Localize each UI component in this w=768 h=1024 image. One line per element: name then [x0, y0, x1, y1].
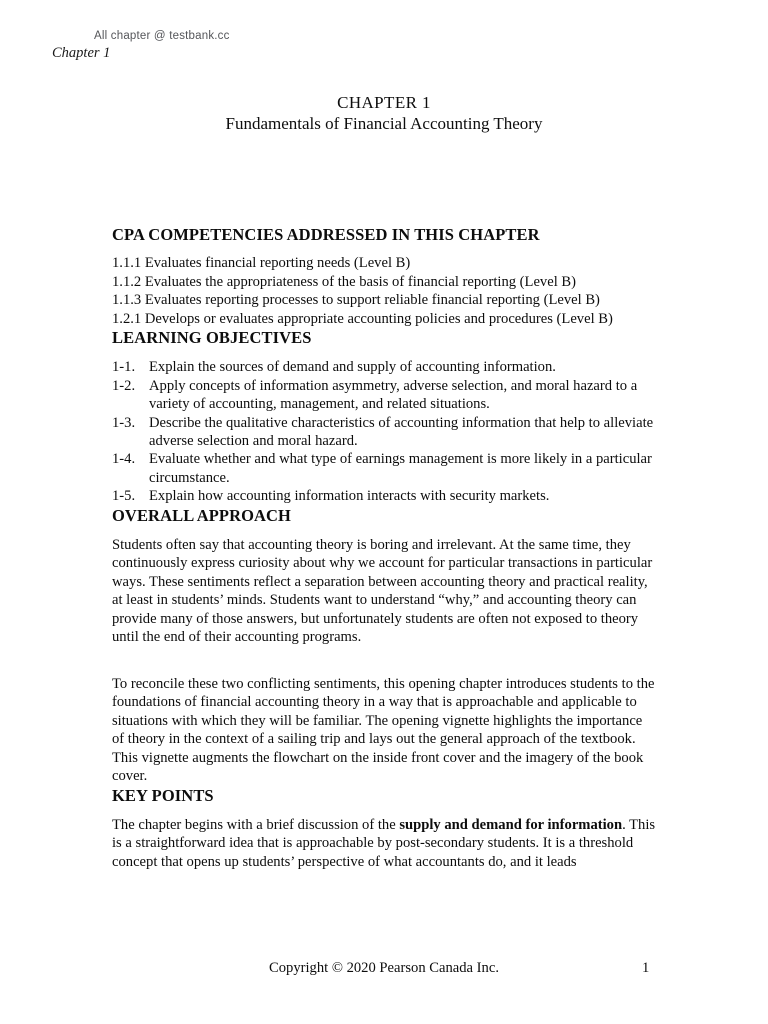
list-item: 1.1.1 Evaluates financial reporting needs (Level B): [112, 255, 411, 271]
list-item: [112, 358, 657, 376]
list-item: [112, 377, 657, 414]
overall-approach-paragraph-2: To reconcile these two conflicting sentiments, this opening chapter introduces students to the foundations of financial accounting theory in a way that is approachable and applicable to situations with which they will be familiar. The opening vignette highlights the importance of theory in the context of a sailing trip and lays out the general approach of the textbook. This vignette augments the flowchart on the inside front cover and the imagery of the book cover.: [112, 675, 655, 785]
key-points-text-tail: . This is a straightforward idea that is approachable by post-secondary students. It is a threshold concept that opens up students’ perspective of what accountants do, and it leads: [112, 816, 656, 870]
objective-text: Apply concepts of information asymmetry, adverse selection, and moral hazard to a variety of accounting, management, and related situations.: [149, 377, 638, 413]
chapter-title-block: [0, 92, 768, 135]
chapter-name-title: Fundamentals of Financial Accounting Theory: [225, 114, 543, 133]
key-points-text-lead: The chapter begins with a brief discussion of the: [112, 816, 400, 833]
list-item: 1.2.1 Develops or evaluates appropriate accounting policies and procedures (Level B): [112, 310, 613, 327]
page-number: 1: [642, 960, 650, 976]
heading-overall-approach: OVERALL APPROACH: [112, 505, 291, 525]
watermark-text: All chapter @ testbank.cc: [94, 30, 230, 42]
objective-number: 1-4.: [112, 451, 136, 468]
heading-cpa-competencies: CPA COMPETENCIES ADDRESSED IN THIS CHAPTER: [112, 225, 540, 244]
heading-learning-objectives: LEARNING OBJECTIVES: [112, 328, 312, 348]
heading-key-points: KEY POINTS: [112, 785, 214, 805]
objective-number: 1-3.: [112, 414, 136, 431]
running-head: Chapter 1: [52, 45, 111, 61]
list-item: [112, 450, 657, 487]
key-points-emphasis: supply and demand for information: [399, 816, 623, 833]
objective-text: Explain the sources of demand and supply of accounting information.: [149, 359, 556, 376]
list-item: [112, 414, 657, 451]
list-item: 1.1.2 Evaluates the appropriateness of the basis of financial reporting (Level B): [112, 273, 577, 290]
list-item: 1.1.3 Evaluates reporting processes to support reliable financial reporting (Level B): [112, 292, 600, 309]
page-footer: [0, 958, 768, 980]
page-content: [112, 225, 657, 871]
objective-text: Describe the qualitative characteristics of accounting information that help to alleviate adverse selection and moral hazard.: [149, 414, 654, 449]
objective-number: 1-1.: [112, 359, 136, 376]
chapter-number-title: CHAPTER 1: [337, 93, 431, 112]
overall-approach-paragraph-1: Students often say that accounting theory is boring and irrelevant. At the same time, they continuously express curiosity about why we account for particular transactions in particular ways. These sentiments reflect a separation between accounting theory and practical reality, at least in students’ minds. Students want to understand “why,” and accounting theory can provide many of those answers, but unfortunately students are often not exposed to theory until the end of their accounting programs.: [112, 536, 653, 646]
objective-text: Evaluate whether and what type of earnings management is more likely in a particular circumstance.: [149, 451, 652, 486]
objective-text: Explain how accounting information interacts with security markets.: [149, 488, 550, 505]
cpa-competency-list: [112, 254, 657, 328]
objective-number: 1-5.: [112, 488, 136, 505]
objective-number: 1-2.: [112, 377, 136, 394]
key-points-paragraph: [112, 816, 657, 872]
list-item: [112, 487, 657, 505]
copyright-notice: Copyright © 2020 Pearson Canada Inc.: [269, 960, 499, 976]
learning-objectives-list: [112, 358, 657, 505]
